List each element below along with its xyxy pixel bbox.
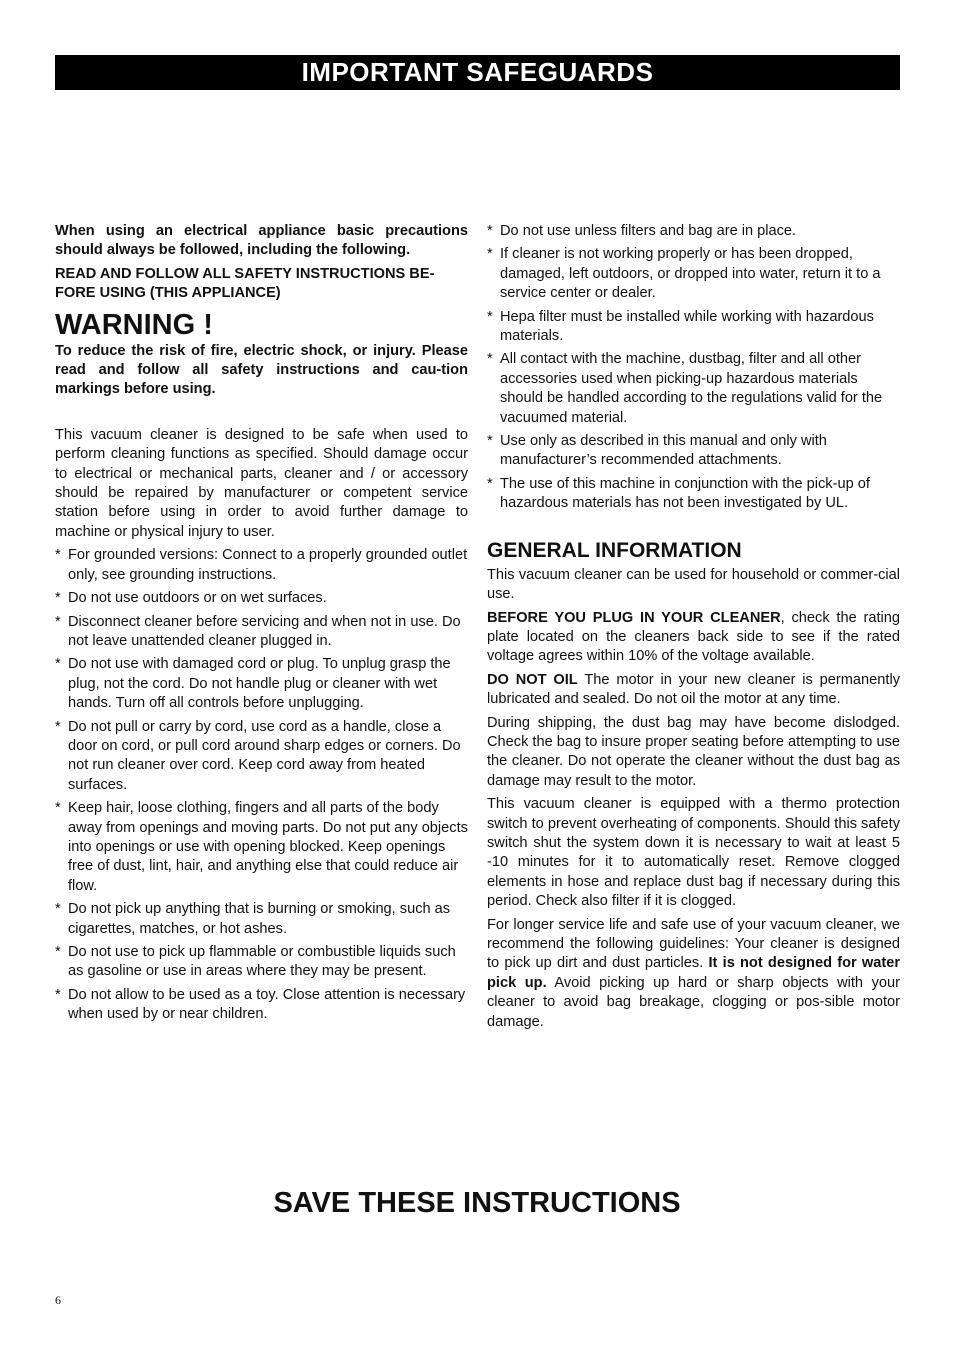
thermo-protection-paragraph: This vacuum cleaner is equipped with a thermo protection switch to prevent overheating of components. Should this safety switch shut the system down it is necessary to wait at least 5 -10 minutes for it to automatically reset. Remove clogged elements in hose and replace dust bag if necessary during this period. Check also filter if it is clogged. (487, 796, 900, 910)
list-item (487, 475, 900, 514)
bullet-asterisk: * (487, 351, 493, 368)
bullet-asterisk: * (55, 800, 61, 817)
intro-read-instructions: READ AND FOLLOW ALL SAFETY INSTRUCTIONS BE-FORE USING (THIS APPLIANCE) (55, 265, 435, 302)
left-column (55, 222, 468, 1029)
list-item (487, 432, 900, 471)
bullet-asterisk: * (55, 986, 61, 1003)
list-item (55, 986, 468, 1025)
list-item (55, 900, 468, 939)
list-item (487, 245, 900, 303)
warning-text: To reduce the risk of fire, electric shock, or injury. Please read and follow all safety instructions and cau-tion markings before using. (55, 342, 468, 398)
bullet-asterisk: * (55, 613, 61, 630)
do-not-oil-paragraph (487, 671, 900, 710)
before-plug-label: BEFORE YOU PLUG IN YOUR CLEANER (487, 609, 781, 626)
list-item (487, 350, 900, 428)
bullet-asterisk: * (55, 547, 61, 564)
general-intro: This vacuum cleaner can be used for household or commer-cial use. (487, 566, 900, 603)
page-title-bar (55, 55, 900, 90)
list-item (487, 308, 900, 347)
general-information-heading: GENERAL INFORMATION (487, 538, 742, 562)
not-for-water-notice: It is not designed for water pick up. (487, 955, 901, 991)
warning-heading: WARNING ! (55, 308, 213, 341)
list-item-text: Do not use outdoors or on wet surfaces. (68, 590, 327, 607)
bullet-asterisk: * (487, 475, 493, 492)
right-safety-list (487, 222, 900, 514)
list-item-text: If cleaner is not working properly or has been dropped, damaged, left outdoors, or dropped into water, return it to a service center or dealer. (500, 246, 881, 302)
before-plug-paragraph (487, 609, 900, 667)
spacer (55, 404, 468, 426)
left-safety-list (55, 546, 468, 1024)
list-item (487, 222, 900, 241)
list-item (55, 799, 468, 896)
list-item-text: Do not allow to be used as a toy. Close attention is necessary when used by or near children. (68, 986, 466, 1023)
list-item (55, 655, 468, 713)
bullet-asterisk: * (487, 308, 493, 325)
bullet-asterisk: * (55, 901, 61, 918)
right-column (487, 222, 900, 1036)
service-life-paragraph (487, 916, 900, 1032)
shipping-paragraph: During shipping, the dust bag may have become dislodged. Check the bag to insure proper seating before attempting to use the cleaner. Do not operate the cleaner without the dust bag as damage may result to the motor. (487, 714, 900, 789)
bullet-asterisk: * (55, 944, 61, 960)
list-item (55, 613, 468, 652)
before-plug-text: , check the rating plate located on the cleaners back side to see if the rated voltage agrees within 10% of the voltage available. (487, 609, 900, 665)
bullet-asterisk: * (55, 656, 61, 673)
list-item-text: Disconnect cleaner before servicing and when not in use. Do not leave unattended cleaner plugged in. (68, 613, 461, 649)
service-life-text-start: For longer service life and safe use of your vacuum cleaner, we recommend the following guidelines: Your cleaner is designed to pick up dirt and dust particles. (487, 916, 900, 972)
bullet-asterisk: * (487, 433, 493, 450)
list-item-text: Do not pick up anything that is burning or smoking, such as cigarettes, matches, or hot ashes. (68, 901, 451, 937)
list-item-text: Do not use with damaged cord or plug. To unplug grasp the plug, not the cord. Do not handle plug or cleaner with wet hands. Turn off all controls before unplugging. (68, 656, 451, 712)
list-item (55, 943, 468, 982)
list-item-text: Do not use unless filters and bag are in place. (500, 223, 797, 239)
bullet-asterisk: * (487, 246, 493, 263)
list-item-text: Do not use to pick up flammable or combustible liquids such as gasoline or use in areas where they may be present. (68, 944, 456, 980)
list-item (55, 546, 468, 585)
list-item-text: Do not pull or carry by cord, use cord as a handle, close a door on cord, or pull cord around sharp edges or corners. Do not run cleaner over cord. Keep cord away from heated surfaces. (68, 718, 461, 793)
page-title: IMPORTANT SAFEGUARDS (301, 57, 654, 87)
list-item-text: The use of this machine in conjunction with the pick-up of hazardous materials has not been investigated by UL. (500, 475, 870, 512)
list-item (55, 589, 468, 608)
list-item-text: Use only as described in this manual and only with manufacturer’s recommended attachments. (500, 433, 827, 469)
page-number: 6 (55, 1293, 61, 1307)
bullet-asterisk: * (55, 590, 61, 607)
service-life-text-end: Avoid picking up hard or sharp objects with your cleaner to avoid bag breakage, clogging or pos-sible motor damage. (487, 974, 900, 1030)
list-item-text: For grounded versions: Connect to a properly grounded outlet only, see grounding instructions. (68, 547, 468, 583)
bullet-asterisk: * (55, 718, 61, 735)
save-instructions-heading: SAVE THESE INSTRUCTIONS (273, 1187, 681, 1219)
do-not-oil-label: DO NOT OIL (487, 671, 578, 688)
list-item-text: All contact with the machine, dustbag, filter and all other accessories used when picking-up hazardous materials should be handled according to the regulations valid for the vacuumed material. (500, 351, 883, 426)
intro-precautions: When using an electrical appliance basic precautions should always be followed, including the following. (55, 223, 468, 259)
bullet-asterisk: * (487, 223, 493, 239)
do-not-oil-text: The motor in your new cleaner is permanently lubricated and sealed. Do not oil the motor at any time. (487, 671, 900, 708)
design-paragraph: This vacuum cleaner is designed to be safe when used to perform cleaning functions as specified. Should damage occur to electrical or mechanical parts, cleaner and / or accessory should be repaired by manufacturer or competent service station before using in order to avoid further damage to machine or physical injury to user. (55, 426, 468, 540)
list-item (55, 718, 468, 796)
list-item-text: Keep hair, loose clothing, fingers and all parts of the body away from openings and moving parts. Do not put any objects into openings or use with opening blocked. Keep openings free of dust, lint, hair, and anything else that could reduce air flow. (68, 800, 468, 894)
list-item-text: Hepa filter must be installed while working with hazardous materials. (500, 308, 874, 345)
